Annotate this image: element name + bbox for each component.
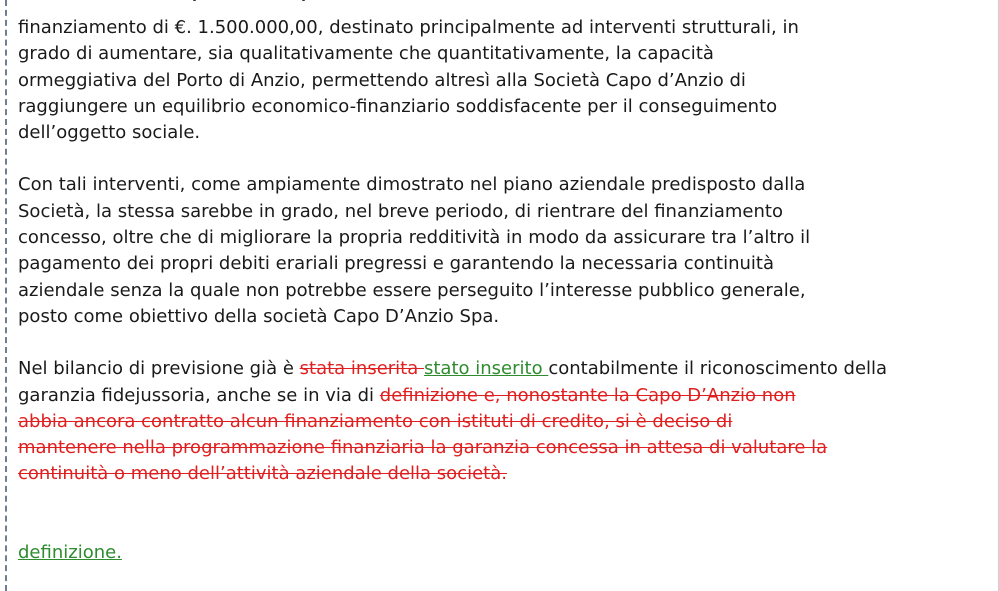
tracked-deletion-line[interactable]: abbia ancora contratto alcun finanziamento con istituti di credito, si è deciso di bbox=[18, 410, 733, 432]
tracked-insertion[interactable]: stato inserito bbox=[424, 358, 549, 380]
text-line: aziendale senza la quale non potrebbe essere perseguito l’interesse pubblico generale, bbox=[18, 279, 806, 301]
paragraph-interventions bbox=[18, 172, 918, 330]
text-line: grado di aumentare, sia qualitativamente che quantitativamente, la capacità bbox=[18, 43, 714, 65]
paragraph-spacer bbox=[18, 146, 918, 172]
text-line: concesso, oltre che di migliorare la propria redditività in modo da assicurare tra l’altro il bbox=[18, 227, 811, 249]
text-line: raggiungere un equilibrio economico-finanziario soddisfacente per il conseguimento bbox=[18, 95, 778, 117]
text-line: posto come obiettivo della società Capo D’Anzio Spa. bbox=[18, 305, 500, 327]
tracked-deletion[interactable]: stata inserita bbox=[299, 358, 424, 380]
paragraph-inserted-final bbox=[18, 540, 918, 566]
text-line bbox=[18, 356, 918, 382]
text-line bbox=[18, 383, 918, 409]
tracked-deletion-line[interactable]: mantenere nella programmazione finanziaria la garanzia concessa in attesa di valutare la bbox=[18, 437, 828, 459]
paragraph-spacer bbox=[18, 488, 918, 540]
plain-text: garanzia fidejussoria, anche se in via di bbox=[18, 384, 380, 406]
plain-text: contabilmente il riconoscimento della bbox=[548, 358, 888, 380]
tracked-deletion-line[interactable]: continuità o meno dell’attività aziendale della società. bbox=[18, 463, 507, 485]
document-body[interactable] bbox=[18, 15, 918, 566]
paragraph-spacer bbox=[18, 330, 918, 356]
paragraph-budget bbox=[18, 356, 918, 487]
text-line: pagamento dei propri debiti erariali pregressi e garantendo la necessaria continuità bbox=[18, 253, 775, 275]
top-cut-marks bbox=[0, 0, 999, 4]
text-line: Con tali interventi, come ampiamente dimostrato nel piano aziendale predisposto dalla bbox=[18, 174, 806, 196]
tracked-deletion[interactable]: definizione e, nonostante la Capo D’Anzio non bbox=[379, 384, 796, 406]
text-line: dell’oggetto sociale. bbox=[18, 122, 201, 144]
text-line: ormeggiativa del Porto di Anzio, permettendo altresì alla Società Capo d’Anzio di bbox=[18, 69, 746, 91]
paragraph-financing bbox=[18, 15, 918, 146]
text-line: finanziamento di €. 1.500.000,00, destinato principalmente ad interventi strutturali, in bbox=[18, 17, 799, 38]
revision-change-bar bbox=[5, 0, 7, 591]
tracked-insertion[interactable]: definizione. bbox=[18, 541, 122, 563]
plain-text: Nel bilancio di previsione già è bbox=[18, 358, 300, 380]
text-line: Società, la stessa sarebbe in grado, nel breve periodo, di rientrare del finanziamento bbox=[18, 200, 783, 222]
